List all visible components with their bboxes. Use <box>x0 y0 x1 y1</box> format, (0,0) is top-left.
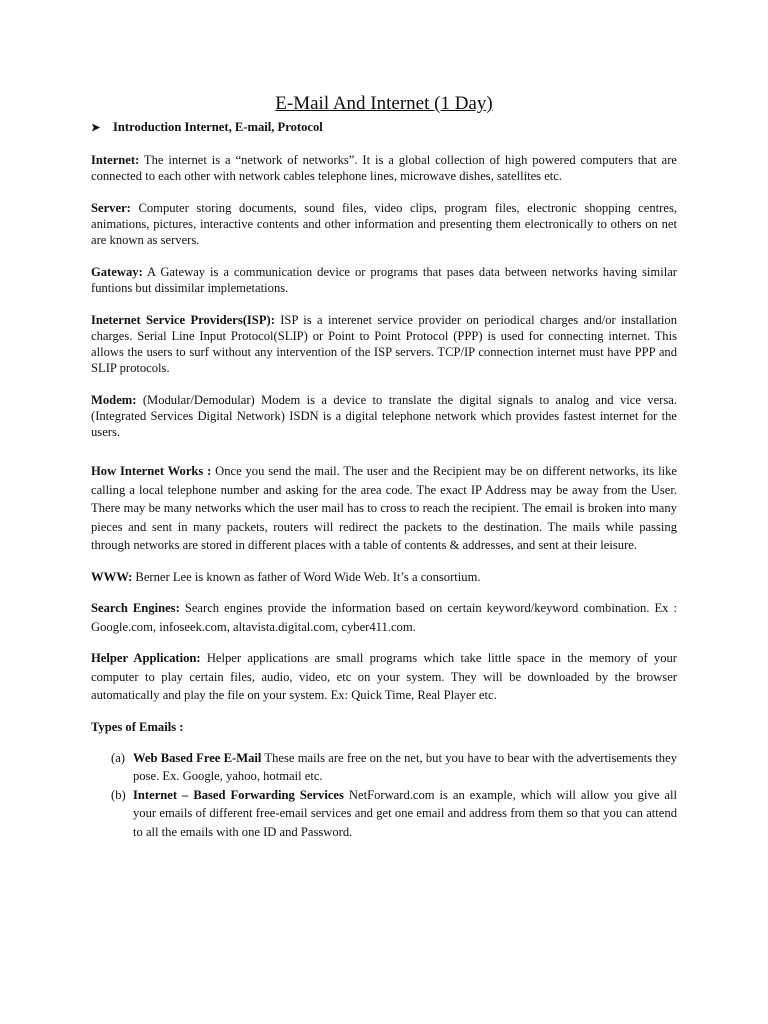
detail-helper-application <box>91 649 677 705</box>
detail-www <box>91 568 677 587</box>
definition-label: Gateway: <box>91 265 143 279</box>
arrow-bullet-icon: ➤ <box>91 122 101 134</box>
list-item-body <box>133 749 677 786</box>
detail-search-engines <box>91 599 677 636</box>
definition-label: Modem: <box>91 393 137 407</box>
detail-label: How Internet Works : <box>91 464 212 478</box>
definition-label: Server: <box>91 201 131 215</box>
definition-text: A Gateway is a communication device or programs that pases data between networks having similar funtions but dissimilar implemetations. <box>91 265 677 295</box>
list-item-text: NetForward.com is an example, which will allow you give all your emails of different free-email services and get one email and address from them so that you can attend to all the emails with one ID and Password. <box>133 787 677 839</box>
list-item-label: Internet – Based Forwarding Services <box>133 787 344 802</box>
definition-modem <box>91 392 677 440</box>
definition-isp <box>91 312 677 376</box>
definitions-section <box>91 152 677 440</box>
list-item <box>91 749 677 786</box>
page-title: E-Mail And Internet (1 Day) <box>275 93 493 114</box>
document-page <box>91 92 677 841</box>
list-item-body <box>133 786 677 842</box>
intro-bullet <box>91 119 677 136</box>
definition-text: The internet is a “network of networks”. It is a global collection of high powered computers that are connected to each other with network cables telephone lines, microwave dishes, satellites etc. <box>91 153 677 183</box>
list-marker: (b) <box>111 787 126 802</box>
list-item-label: Web Based Free E-Mail <box>133 750 262 765</box>
detail-text: Search engines provide the information based on certain keyword/keyword combination. Ex : Google.com, infoseek.com, altavista.digital.com, cyber411.com. <box>91 601 678 634</box>
definition-label: Ineternet Service Providers(ISP): <box>91 313 275 327</box>
detail-label: WWW: <box>91 569 133 584</box>
types-heading: Types of Emails : <box>91 719 184 734</box>
definition-internet <box>91 152 677 184</box>
definition-text: ISP is a interenet service provider on periodical charges and/or installation charges. Serial Line Input Protocol(SLIP) or Point to Point Protocol (PPP) is used for connecting internet. This allows the users to surf without any intervention of the ISP servers. TCP/IP connection internet must have PPP and SLIP protocols. <box>91 313 678 375</box>
definition-label: Internet: <box>91 153 140 167</box>
detail-text: Berner Lee is known as father of Word Wide Web. It’s a consortium. <box>132 569 481 584</box>
list-marker: (a) <box>111 750 125 765</box>
detail-text: Helper applications are small programs which take little space in the memory of your computer to play certain files, audio, video, etc on your system. They will be downloaded by the browser automatically and play the file on your system. Ex: Quick Time, Real Player etc. <box>91 651 677 702</box>
intro-bullet-text: Introduction Internet, E-mail, Protocol <box>113 120 323 134</box>
details-section <box>91 462 677 841</box>
detail-text: Once you send the mail. The user and the Recipient may be on different networks, its like calling a local telephone number and asking for the area code. The exact IP Address may be away from the User. There may be many networks which the user mail has to cross to reach the recipient. The email is broken into many pieces and sent in many packets, routers will redirect the packets to the destination. The mails while passing through networks are stored in different places with a table of contents & addresses, and sent at their leisure. <box>91 464 677 552</box>
email-types-list <box>91 749 677 842</box>
definition-gateway <box>91 264 677 296</box>
detail-label: Search Engines: <box>91 601 180 615</box>
definition-server <box>91 200 677 248</box>
list-item-text: These mails are free on the net, but you have to bear with the advertisements they pose. Ex. Google, yahoo, hotmail etc. <box>133 750 677 783</box>
detail-label: Helper Application: <box>91 651 201 665</box>
definition-text: (Modular/Demodular) Modem is a device to translate the digital signals to analog and vice versa. (Integrated Services Digital Network) ISDN is a digital telephone network which provides fastest internet for the users. <box>91 393 677 439</box>
detail-how-internet-works <box>91 462 677 555</box>
list-item <box>91 786 677 842</box>
definition-text: Computer storing documents, sound files, video clips, program files, electronic shopping centres, animations, pictures, interactive contents and other information and presenting them electronically to others on net are known as servers. <box>91 201 677 247</box>
